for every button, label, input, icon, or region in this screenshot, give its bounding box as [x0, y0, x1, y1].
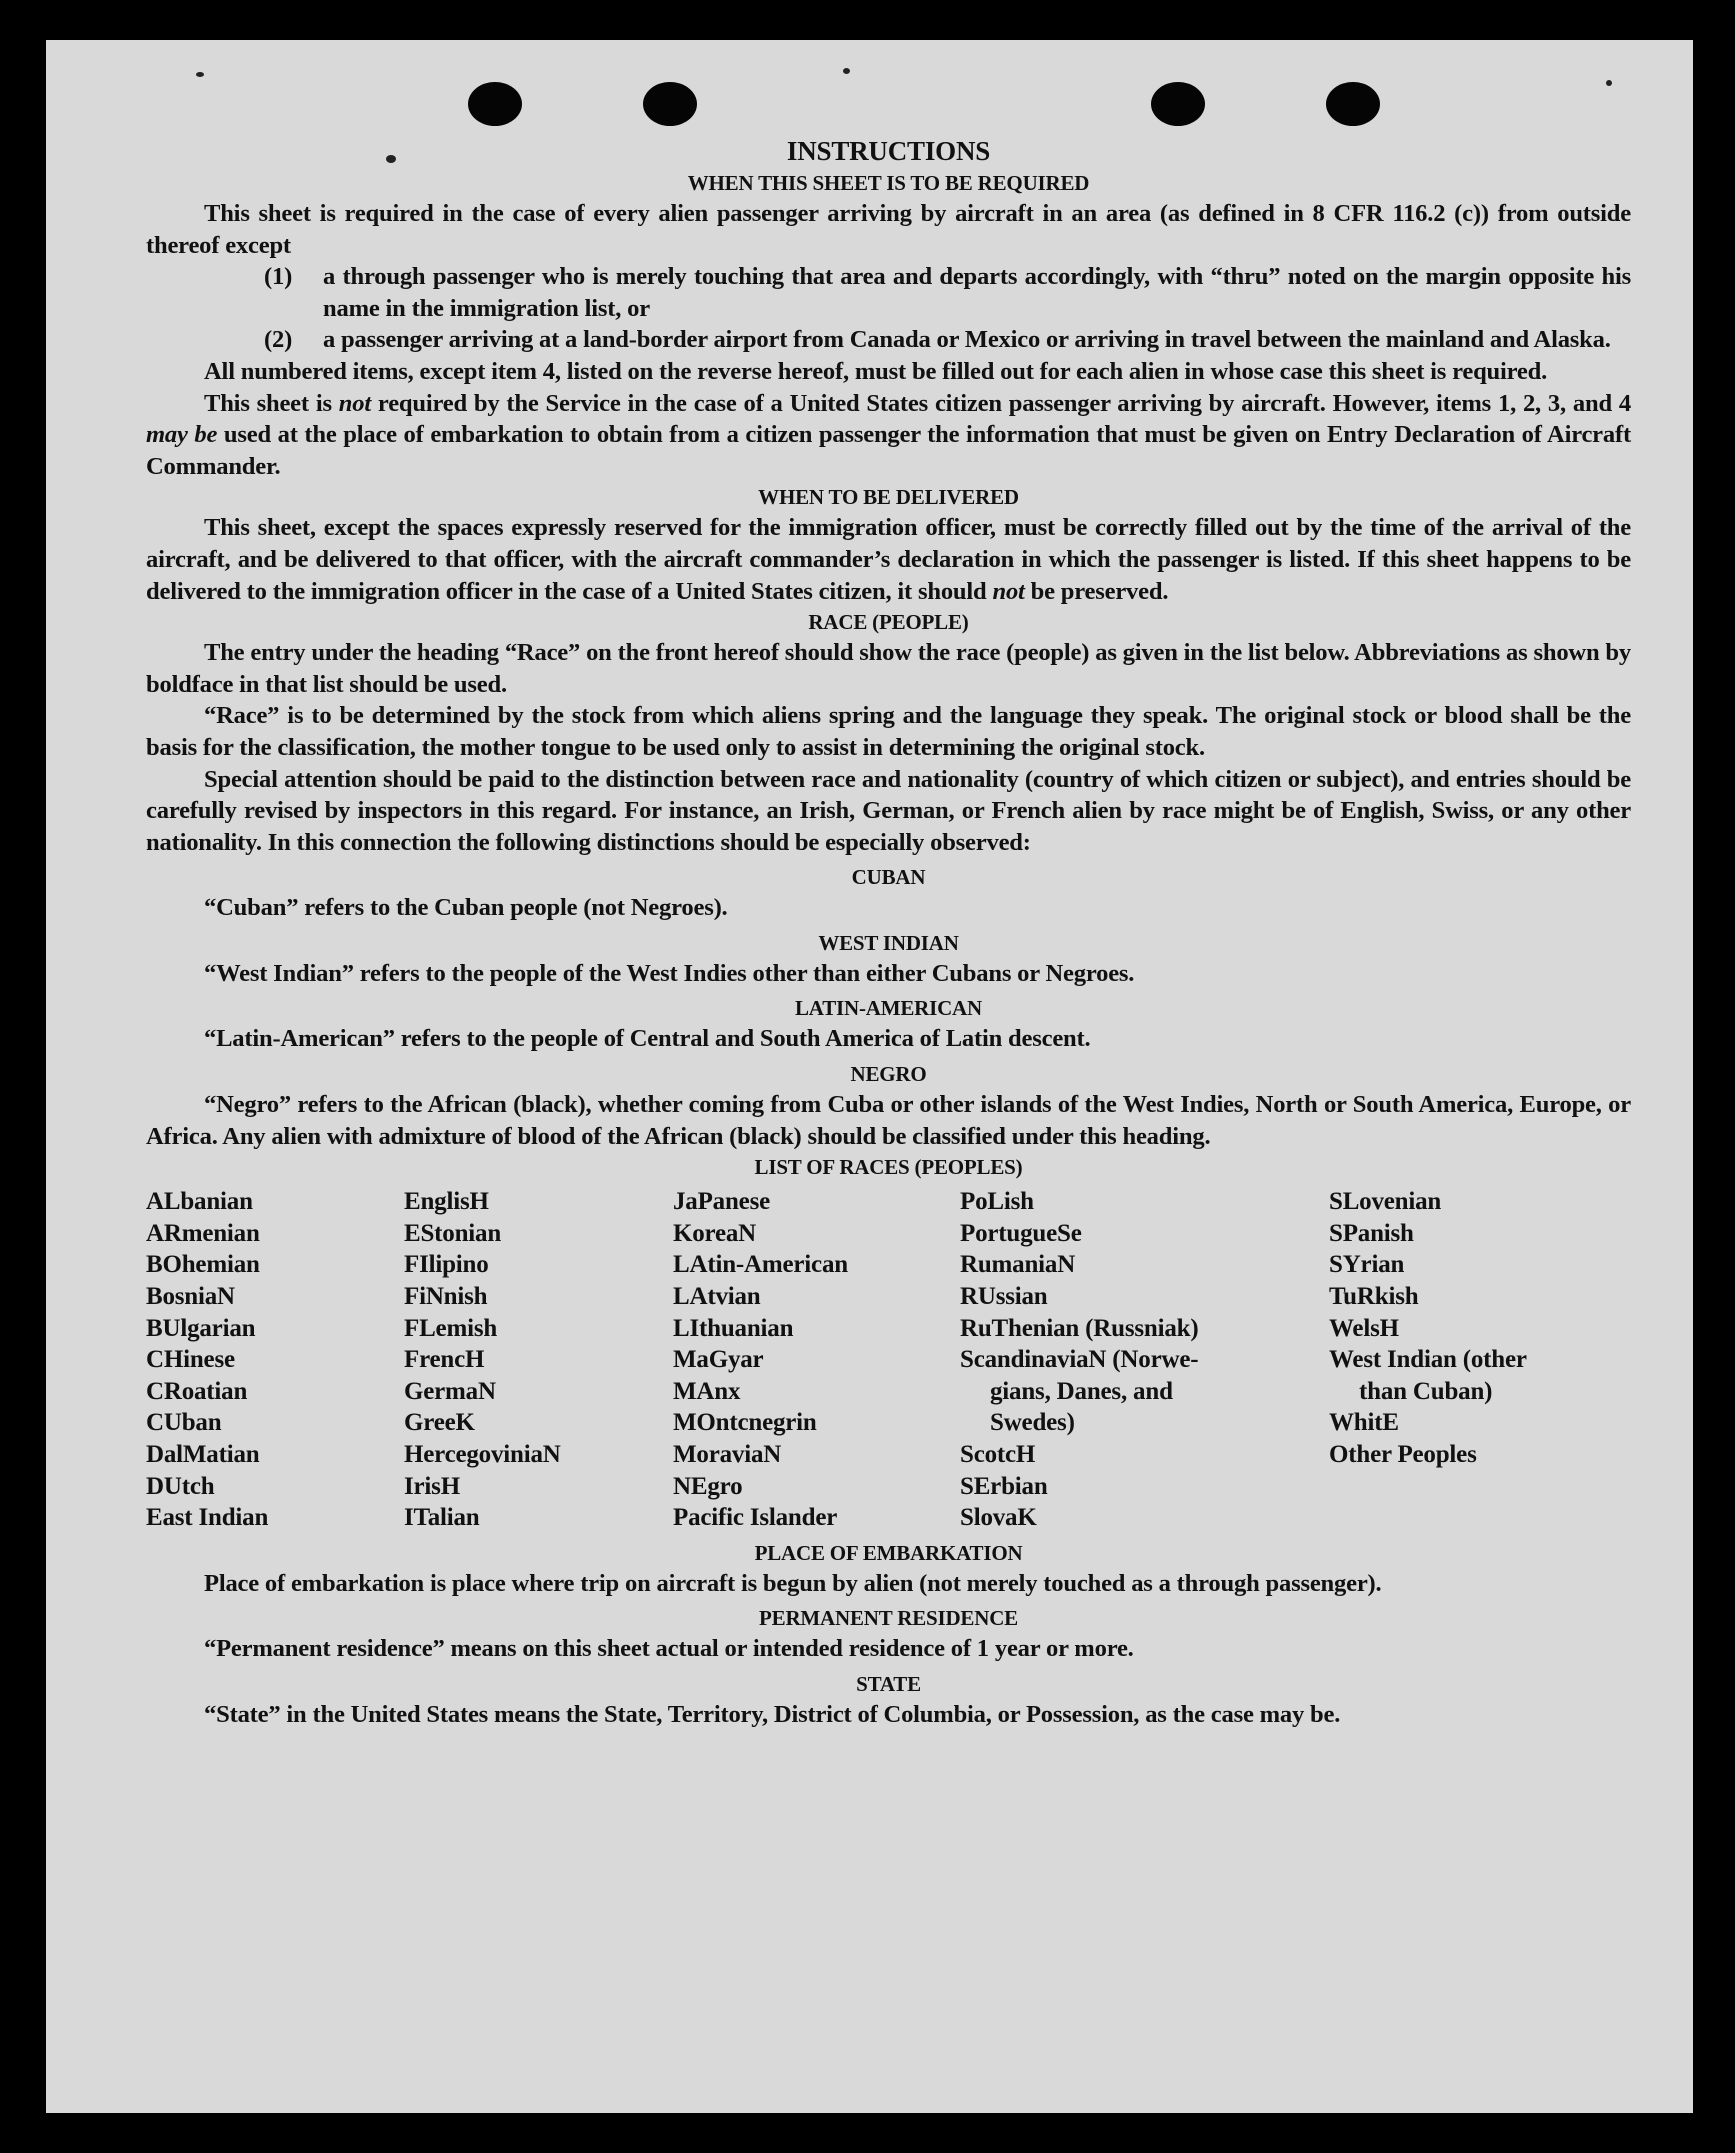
- scan-speck: [196, 72, 204, 77]
- race-item: RumaniaN: [960, 1251, 1076, 1279]
- race-item: BosniaN: [146, 1283, 235, 1311]
- race-item: MoraviaN: [673, 1441, 782, 1468]
- section-heading-cuban: CUBAN: [851, 865, 926, 890]
- race-item: MaGyar: [673, 1346, 764, 1374]
- paragraph: Place of embarkation is place where trip on aircraft is begun by alien (not merely touched as a through passenger).: [204, 1569, 1382, 1597]
- section-heading-negro: NEGRO: [850, 1062, 927, 1087]
- punch-hole: [468, 82, 522, 126]
- race-item: DUtch: [146, 1472, 215, 1500]
- clause-number: (1): [264, 263, 293, 291]
- race-item: Pacific Islander: [673, 1504, 838, 1532]
- section-heading-required: WHEN THIS SHEET IS TO BE REQUIRED: [687, 171, 1090, 195]
- race-item: East Indian: [146, 1504, 269, 1532]
- section-heading-state: STATE: [856, 1671, 921, 1696]
- race-item: NEgro: [673, 1472, 743, 1500]
- section-heading-residence: PERMANENT RESIDENCE: [759, 1606, 1018, 1631]
- races-list: [146, 1186, 1631, 1534]
- punch-hole: [1151, 82, 1205, 126]
- document-sheet: [46, 40, 1693, 2113]
- section-heading-west-indian: WEST INDIAN: [818, 930, 959, 955]
- race-item: DalMatian: [146, 1441, 260, 1468]
- paragraph: “Negro” refers to the African (black), whether coming from Cuba or other islands of the West Indies, North or South America, Europe, or Africa. Any alien with admixture of blood of the African (black) should be classified under this heading.: [146, 1091, 1631, 1150]
- paragraph: All numbered items, except item 4, listed on the reverse hereof, must be filled out for each alien in whose case this sheet is required.: [204, 357, 1548, 385]
- paragraph: “Latin-American” refers to the people of Central and South America of Latin descent.: [204, 1025, 1091, 1053]
- scan-speck: [1606, 80, 1612, 86]
- races-column-2: [404, 1186, 673, 1534]
- section-heading-delivered: WHEN TO BE DELIVERED: [758, 485, 1019, 510]
- race-item: MOntcnegrin: [673, 1409, 817, 1437]
- paragraph: “State” in the United States means the State, Territory, District of Columbia, or Possession, as the case may be.: [204, 1700, 1341, 1728]
- section-heading-race: RACE (PEOPLE): [808, 610, 969, 635]
- exception-clause-1: [264, 261, 1631, 324]
- race-item: GermaN: [404, 1377, 496, 1405]
- race-item: JaPanese: [673, 1188, 770, 1216]
- race-item: LAtvian: [673, 1283, 761, 1311]
- race-item: WhitE: [1329, 1409, 1399, 1437]
- race-item: EStonian: [404, 1219, 502, 1247]
- race-item: FrencH: [404, 1346, 485, 1374]
- race-item: ALbanian: [146, 1188, 253, 1216]
- race-item: EnglisH: [404, 1188, 489, 1216]
- race-item: PortugueSe: [960, 1219, 1082, 1247]
- section-heading-latin-american: LATIN-AMERICAN: [795, 996, 982, 1021]
- scan-speck: [843, 68, 850, 74]
- section-heading-embarkation: PLACE OF EMBARKATION: [754, 1540, 1023, 1565]
- races-list-heading: LIST OF RACES (PEOPLES): [754, 1155, 1023, 1180]
- paragraph: The entry under the heading “Race” on the front hereof should show the race (people) as given in the list below. Abbreviations as shown by boldface in that list should be used.: [146, 639, 1631, 698]
- race-item: SYrian: [1329, 1251, 1405, 1279]
- race-item: CRoatian: [146, 1377, 248, 1405]
- clause-text: a through passenger who is merely touching that area and departs accordingly, with “thru” noted on the margin opposite his name in the immigration list, or: [323, 263, 1631, 322]
- race-item: ITalian: [404, 1504, 480, 1532]
- race-item: Other Peoples: [1329, 1441, 1477, 1468]
- race-item: TuRkish: [1329, 1283, 1419, 1311]
- race-item: LAtin-American: [673, 1251, 848, 1279]
- race-item: ARmenian: [146, 1219, 260, 1247]
- race-item: MAnx: [673, 1377, 741, 1405]
- race-item: KoreaN: [673, 1219, 757, 1247]
- paragraph: This sheet, except the spaces expressly reserved for the immigration officer, must be correctly filled out by the time of the arrival of the aircraft, and be delivered to that officer, with the aircraft commander’s declaration in which the passenger is listed. If this sheet happens to be delivered to the immigration officer in the case of a United States citizen, it should not be preserved.: [146, 514, 1631, 605]
- paragraph: This sheet is not required by the Service in the case of a United States citizen passenger arriving by aircraft. However, items 1, 2, 3, and 4 may be used at the place of embarkation to obtain from a citizen passenger the information that must be given on Entry Declaration of Aircraft Commander.: [146, 389, 1631, 480]
- race-item: LIthuanian: [673, 1314, 794, 1342]
- races-column-3: [673, 1186, 960, 1534]
- race-item: FIlipino: [404, 1251, 489, 1279]
- punch-hole: [643, 82, 697, 126]
- race-item: BUlgarian: [146, 1314, 256, 1342]
- races-column-4: [960, 1186, 1329, 1534]
- race-item: FLemish: [404, 1314, 498, 1342]
- punch-hole: [1326, 82, 1380, 126]
- race-item: RUssian: [960, 1283, 1048, 1311]
- clause-number: (2): [264, 326, 293, 354]
- exception-clause-2: [264, 324, 1631, 356]
- race-item: SErbian: [960, 1472, 1048, 1500]
- race-item: FiNnish: [404, 1283, 488, 1311]
- race-item: SlovaK: [960, 1504, 1037, 1532]
- race-item: SLovenian: [1329, 1188, 1442, 1216]
- clause-text: a passenger arriving at a land-border airport from Canada or Mexico or arriving in travel between the mainland and Alaska.: [323, 326, 1611, 354]
- race-item: HercegoviniaN: [404, 1441, 561, 1468]
- race-item: BOhemian: [146, 1251, 260, 1279]
- paragraph: This sheet is required in the case of every alien passenger arriving by aircraft in an area (as defined in 8 CFR 116.2 (c)) from outside thereof except: [146, 200, 1631, 259]
- race-item: RuThenian (Russniak): [960, 1314, 1199, 1342]
- race-item: PoLish: [960, 1188, 1034, 1216]
- race-item-multiline: West Indian (other than Cuban): [1329, 1346, 1527, 1405]
- page-title: INSTRUCTIONS: [786, 136, 991, 166]
- race-item: IrisH: [404, 1472, 460, 1500]
- races-column-5: [1329, 1186, 1631, 1534]
- instructions-content: [146, 134, 1631, 1731]
- race-item: CUban: [146, 1409, 222, 1437]
- paragraph: “Permanent residence” means on this sheet actual or intended residence of 1 year or more.: [204, 1635, 1134, 1663]
- paragraph: “Cuban” refers to the Cuban people (not Negroes).: [204, 894, 728, 922]
- paragraph: “Race” is to be determined by the stock from which aliens spring and the language they speak. The original stock or blood shall be the basis for the classification, the mother tongue to be used only to assist in determining the original stock.: [146, 702, 1631, 761]
- paragraph: “West Indian” refers to the people of the West Indies other than either Cubans or Negroes.: [204, 959, 1135, 987]
- race-item: WelsH: [1329, 1314, 1399, 1342]
- race-item: GreeK: [404, 1409, 475, 1437]
- race-item: ScotcH: [960, 1441, 1036, 1468]
- race-item: CHinese: [146, 1346, 235, 1374]
- race-item: SPanish: [1329, 1219, 1414, 1247]
- paragraph: Special attention should be paid to the distinction between race and nationality (country of which citizen or subject), and entries should be carefully revised by inspectors in this regard. For instance, an Irish, German, or French alien by race might be of English, Swiss, or any other nationality. In this connection the following distinctions should be especially observed:: [146, 765, 1631, 856]
- race-item-multiline: ScandinaviaN (Norwe- gians, Danes, and Swedes): [960, 1346, 1199, 1437]
- races-column-1: [146, 1186, 404, 1534]
